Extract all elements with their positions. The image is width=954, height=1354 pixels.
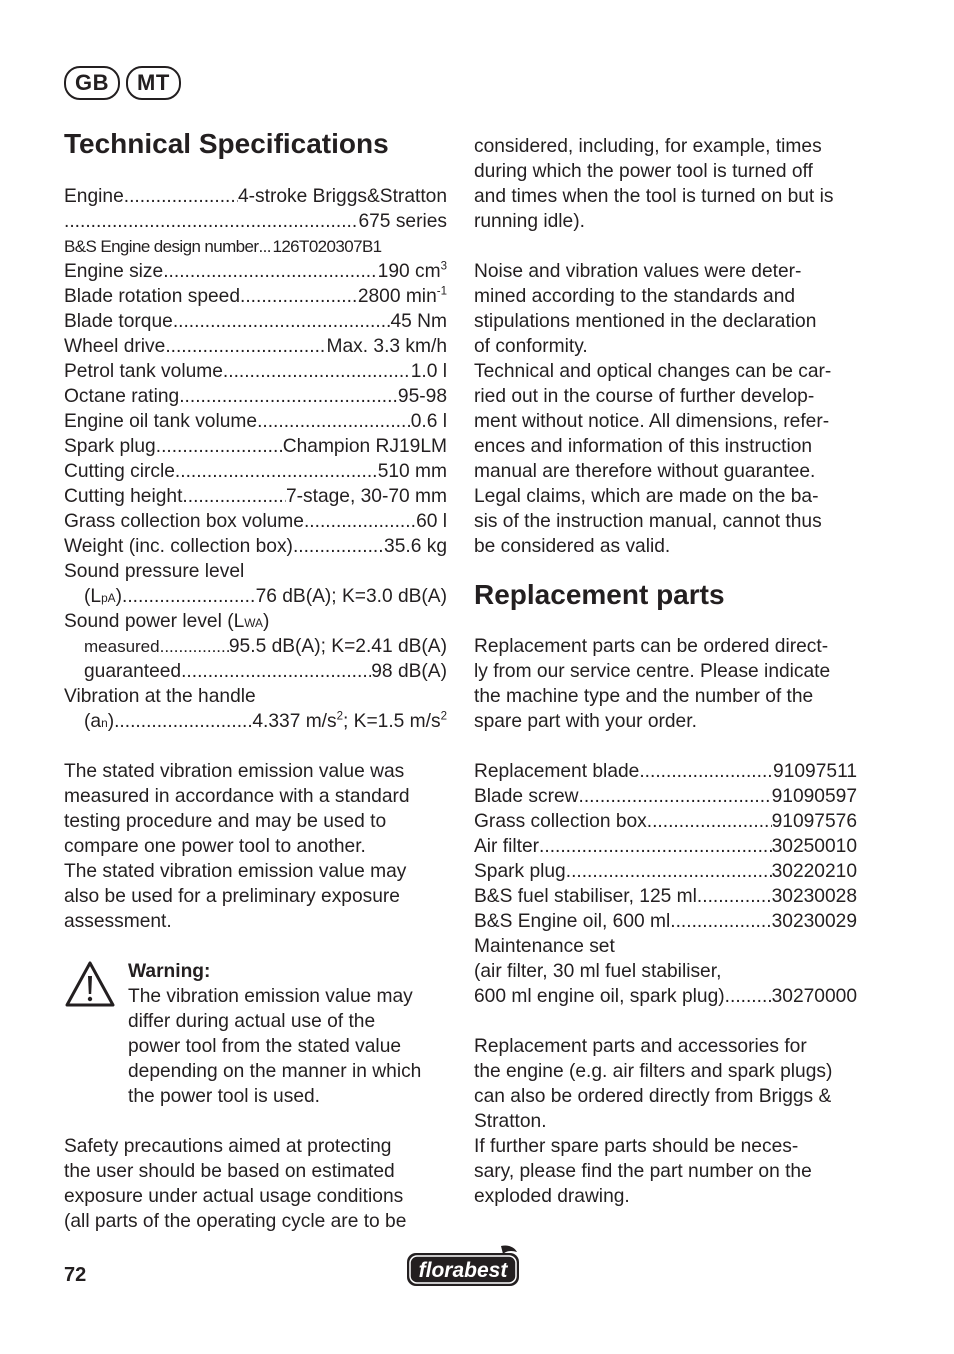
paragraph-line: the user should be based on estimated	[64, 1161, 395, 1182]
part-maintenance-set	[474, 984, 857, 1009]
language-badges	[64, 66, 181, 100]
part-name: B&S fuel stabiliser, 125 ml.	[474, 886, 703, 907]
warning-triangle-icon	[64, 960, 116, 1008]
paragraph-line: during which the power tool is turned off	[474, 161, 813, 182]
spec-value: 126T020307B1	[272, 237, 382, 256]
spec-key: Wheel drive	[64, 336, 166, 357]
paragraph-line: Noise and vibration values were deter-	[474, 261, 802, 282]
part-number: 30230029	[771, 911, 857, 932]
spec-sound-guaranteed	[64, 659, 447, 684]
paragraph-line: Stratton.	[474, 1111, 547, 1132]
spec-cutting-height	[64, 484, 447, 509]
spec-value: 35.6 kg	[384, 536, 447, 557]
spec-key: Cutting circle	[64, 461, 175, 482]
paragraph-line: ences and information of this instruction	[474, 436, 813, 457]
paragraph-line: of conformity.	[474, 336, 588, 357]
paragraph-line: testing procedure and may be used to	[64, 811, 387, 832]
paragraph-line: The stated vibration emission value was	[64, 761, 405, 782]
svg-text:florabest: florabest	[418, 1259, 508, 1282]
spec-vibration	[64, 709, 447, 734]
part-name: Replacement blade	[474, 761, 640, 782]
part-number: 30250010	[771, 836, 857, 857]
spec-vibration-label: Vibration at the handle	[64, 686, 256, 707]
paragraph-line: also be used for a preliminary exposure	[64, 886, 400, 907]
part-number: 91097511	[773, 761, 857, 782]
spec-key: B&S Engine design number	[64, 237, 259, 256]
paragraph-line: If further spare parts should be neces-	[474, 1136, 799, 1157]
spec-key: Weight (inc. collection box)	[64, 536, 293, 557]
spec-value: 0.6 l	[410, 411, 447, 432]
paragraph-line: considered, including, for example, times	[474, 136, 822, 157]
spec-cutting-circle	[64, 459, 447, 484]
paragraph-line: the machine type and the number of the	[474, 686, 814, 707]
paragraph-line: Legal claims, which are made on the ba-	[474, 486, 819, 507]
spec-collection-box	[64, 509, 447, 534]
part-number: 30230028	[771, 886, 857, 907]
warning-line: depending on the manner in which	[128, 1061, 422, 1082]
spec-value: 190 $cm^3$	[377, 260, 447, 282]
part-maintenance-set-label: Maintenance set	[474, 936, 615, 957]
spec-oil-tank	[64, 409, 447, 434]
paragraph-line: Technical and optical changes can be car-	[474, 361, 832, 382]
paragraph-line: running idle).	[474, 211, 585, 232]
spec-value: 7-stage, 30-70 mm	[285, 486, 447, 507]
paragraph-line: spare part with your order.	[474, 711, 697, 732]
spec-octane	[64, 384, 447, 409]
part-spark-plug	[474, 859, 857, 884]
paragraph-line: exposure under actual usage conditions	[64, 1186, 404, 1207]
part-maintenance-set-line: (air filter, 30 ml fuel stabiliser,	[474, 961, 722, 982]
paragraph-line: ly from our service centre. Please indicate	[474, 661, 831, 682]
part-name: Air filter	[474, 836, 540, 857]
spec-wheel-drive	[64, 334, 447, 359]
spec-key: Grass collection box volume	[64, 511, 304, 532]
part-name: Grass collection box	[474, 811, 647, 832]
spec-value: 4-stroke Briggs&Stratton	[237, 186, 447, 207]
spec-key: Blade rotation speed	[64, 286, 241, 307]
spec-spark-plug	[64, 434, 447, 459]
part-collection-box	[474, 809, 857, 834]
spec-blade-speed	[64, 284, 447, 309]
paragraph-line: stipulations mentioned in the declaration	[474, 311, 817, 332]
spec-key: Octane rating	[64, 386, 180, 407]
warning-title: Warning:	[128, 961, 211, 982]
lang-badge-gb: GB	[64, 66, 120, 100]
part-replacement-blade	[474, 759, 857, 784]
spec-value: 4.337 $m/s^2$; K=1.5 $m/s^2$	[252, 710, 447, 732]
spec-sound-pressure	[64, 584, 447, 609]
spec-sound-power-label: Sound power level (LWA)	[64, 611, 270, 632]
spec-value: 98 dB(A)	[371, 661, 447, 682]
spec-value: 2800 $\min^{-1}$	[357, 285, 447, 307]
warning-line: The vibration emission value may	[128, 986, 413, 1007]
spec-weight	[64, 534, 447, 559]
spec-key: Engine size	[64, 261, 164, 282]
part-number: 91097576	[771, 811, 857, 832]
paragraph-line: be considered as valid.	[474, 536, 671, 557]
paragraph-line: the engine (e.g. air filters and spark plugs)	[474, 1061, 833, 1082]
spec-design-number	[64, 234, 447, 259]
spec-value: 76 dB(A); K=3.0 dB(A)	[255, 586, 447, 607]
spec-key: Spark plug	[64, 436, 156, 457]
paragraph-line: can also be ordered directly from Briggs &	[474, 1086, 832, 1107]
paragraph-line: The stated vibration emission value may	[64, 861, 407, 882]
warning-line: power tool from the stated value	[128, 1036, 402, 1057]
spec-value: 510 mm	[377, 461, 447, 482]
spec-key: Blade torque	[64, 311, 173, 332]
part-number: 30270000	[771, 986, 857, 1007]
spec-engine-series	[64, 209, 447, 234]
paragraph-line: Replacement parts can be ordered direct-	[474, 636, 829, 657]
spec-value: Champion RJ19LM	[282, 436, 447, 457]
spec-value: 95-98	[397, 386, 447, 407]
spec-value: Max. 3.3 km/h	[326, 336, 447, 357]
part-name: B&S Engine oil, 600 ml	[474, 911, 671, 932]
spec-engine-size	[64, 259, 447, 284]
spec-value: 675 series	[358, 211, 447, 232]
spec-sound-measured	[64, 634, 447, 659]
paragraph-line: sis of the instruction manual, cannot thus	[474, 511, 822, 532]
paragraph-line: measured in accordance with a standard	[64, 786, 410, 807]
paragraph-line: assessment.	[64, 911, 172, 932]
paragraph-line: manual are therefore without guarantee.	[474, 461, 816, 482]
part-air-filter	[474, 834, 857, 859]
paragraph-line: Replacement parts and accessories for	[474, 1036, 807, 1057]
spec-key: measured	[84, 637, 160, 656]
spec-key: Engine oil tank volume	[64, 411, 258, 432]
technical-specifications-heading: Technical Specifications	[64, 128, 389, 159]
part-number: 91090597	[771, 786, 857, 807]
replacement-parts-heading: Replacement parts	[474, 579, 725, 610]
part-engine-oil	[474, 909, 857, 934]
paragraph-line: mined according to the standards and	[474, 286, 796, 307]
spec-value: 45 Nm	[390, 311, 447, 332]
part-number: 30220210	[771, 861, 857, 882]
spec-value: 60 l	[416, 511, 447, 532]
paragraph-line: Safety precautions aimed at protecting	[64, 1136, 392, 1157]
paragraph-line: exploded drawing.	[474, 1186, 630, 1207]
spec-key: guaranteed	[84, 661, 182, 682]
part-fuel-stabiliser	[474, 884, 857, 909]
paragraph-line: sary, please find the part number on the	[474, 1161, 812, 1182]
spec-key: (LpA)	[84, 586, 122, 607]
warning-line: differ during actual use of the	[128, 1011, 376, 1032]
spec-key: (an)	[84, 711, 115, 732]
lang-badge-mt: MT	[126, 66, 181, 100]
warning-line: the power tool is used.	[128, 1086, 320, 1107]
spec-key: Cutting height	[64, 486, 183, 507]
part-name: Spark plug	[474, 861, 566, 882]
page-number: 72	[64, 1264, 87, 1286]
spec-blade-torque	[64, 309, 447, 334]
spec-engine	[64, 184, 447, 209]
part-name: Blade screw	[474, 786, 579, 807]
spec-key: Petrol tank volume	[64, 361, 223, 382]
spec-value: 1.0 l	[410, 361, 447, 382]
paragraph-line: and times when the tool is turned on but is	[474, 186, 834, 207]
part-blade-screw	[474, 784, 857, 809]
part-name: 600 ml engine oil, spark plug)	[474, 986, 725, 1007]
paragraph-line: ment without notice. All dimensions, refer-	[474, 411, 830, 432]
florabest-logo	[405, 1244, 521, 1290]
spec-petrol-tank	[64, 359, 447, 384]
spec-key: Engine	[64, 186, 124, 207]
spec-value: 95.5 dB(A); K=2.41 dB(A)	[228, 636, 447, 657]
paragraph-line: (all parts of the operating cycle are to be	[64, 1211, 407, 1232]
paragraph-line: ried out in the course of further develop-	[474, 386, 815, 407]
spec-sound-pressure-label: Sound pressure level	[64, 561, 245, 582]
paragraph-line: compare one power tool to another.	[64, 836, 366, 857]
